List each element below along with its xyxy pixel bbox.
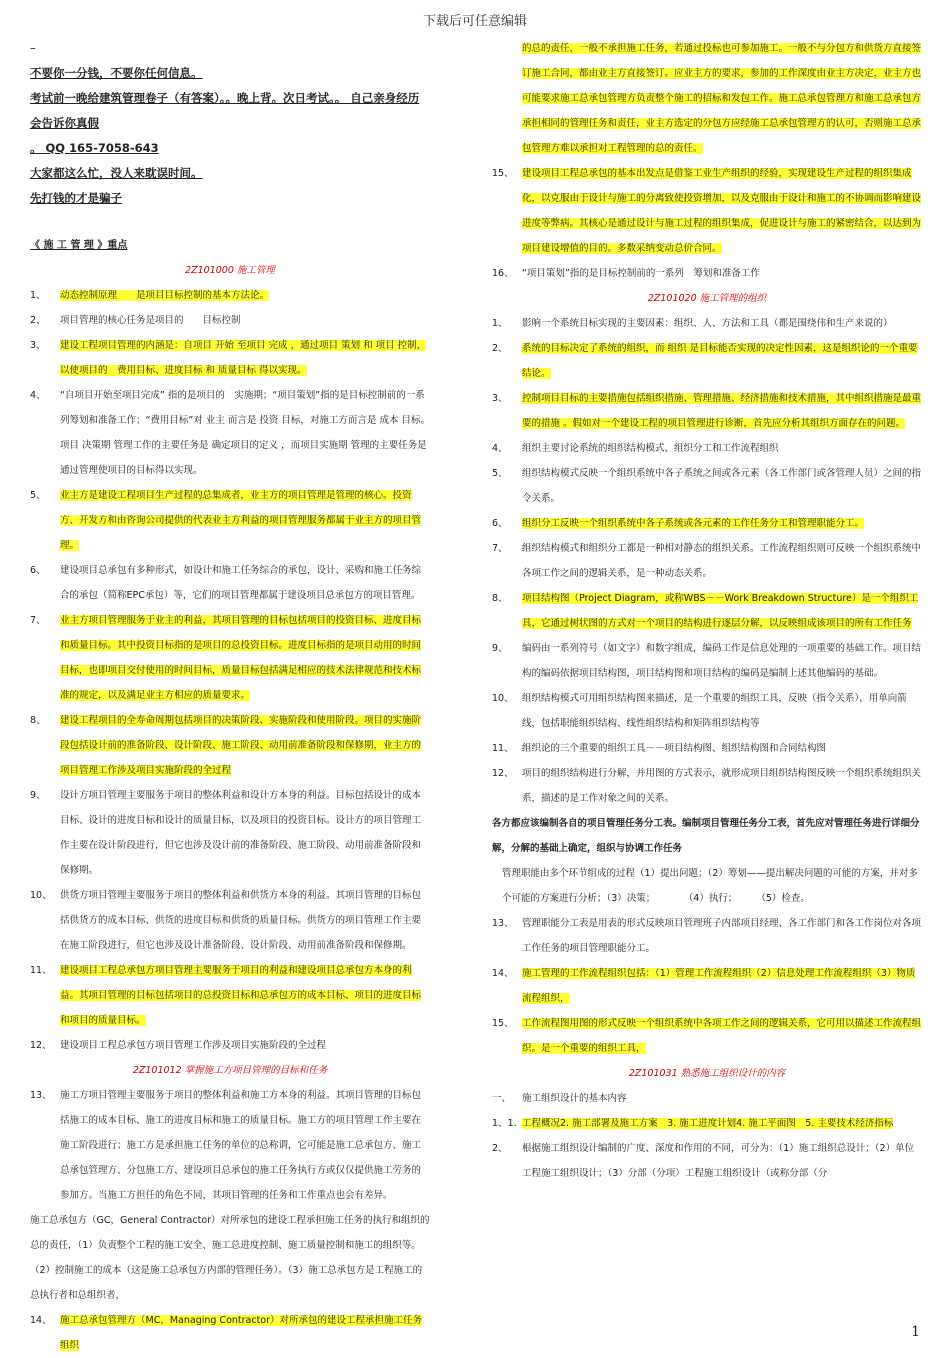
- item-text: 建设项目工程总承包方项目管理主要服务于项目的利益和建设项目总承包方本身的利益。其项目管理的目标包括项目的总投资目标和总承包方的成本目标、项目的进度目标和项目的质量目标。: [60, 965, 422, 1026]
- list-item: [492, 1086, 922, 1111]
- list-item: [30, 283, 430, 308]
- item-text: 建设工程项目管理的内涵是：自项目 开始 至项目 完成 ，通过项目 策划 和 项目 控制，以使项目的 费用目标、进度目标 和 质量目标 得以实现。: [60, 340, 427, 376]
- list-item: [30, 783, 430, 883]
- list-item: [30, 883, 430, 958]
- item-number: 14、: [492, 968, 514, 979]
- item-number: 1、1.: [492, 1118, 517, 1129]
- item-text: 组织结构模式和组织分工都是一种相对静态的组织关系。工作流程组织则可反映一个组织系统中各项工作之间的逻辑关系，是一种动态关系。: [522, 543, 922, 579]
- list-item: [30, 958, 430, 1033]
- item-number: 10、: [30, 890, 52, 901]
- item-text: 动态控制原理 是项目目标控制的基本方法论。: [60, 290, 270, 301]
- list-item: [492, 761, 922, 811]
- item-number: 4、: [492, 443, 508, 454]
- promo-line-4: 。 QQ 165-7058-643: [30, 141, 159, 155]
- section-heading: 2Z101000 施工管理: [185, 265, 275, 276]
- item-text: 影响一个系统目标实现的主要因素：组织、人、方法和工具（都是围绕伟和生产来说的）: [522, 318, 893, 329]
- list-item: [492, 386, 922, 436]
- item-number: 15、: [492, 1018, 514, 1029]
- list-item: [492, 586, 922, 636]
- item-text: 建设项目工程总承包的基本出发点是借鉴工业生产组织的经验，实现建设生产过程的组织集成化，以克服由于设计与施工的分离致使投资增加，以及克服由于设计和施工的不协调而影响建设进度等弊病。其核心是通过设计与施工过程的组织集成，促进设计与施工的紧密结合，以达到为项目建设增值的目的。多数采纳变动总价合同。: [522, 168, 922, 254]
- left-item-list: [30, 283, 430, 1058]
- item-text: 项目管理的核心任务是项目的 目标控制: [60, 315, 241, 326]
- item-number: 8、: [30, 715, 46, 726]
- item-number: 9、: [492, 643, 508, 654]
- paragraph: 各方都应该编制各自的项目管理任务分工表。编制项目管理任务分工表，首先应对管理任务进行详细分解，分解的基础上确定，组织与协调工作任务: [492, 818, 920, 854]
- section-heading: 2Z101020 施工管理的组织: [647, 293, 767, 304]
- item-text: 业主方项目管理服务于业主的利益，其项目管理的目标包括项目的投资目标、进度目标和质量目标。其中投资目标指的是项目的总投资目标。进度目标指的是项目动用的时间目标，也即项目交付使用的时间目标，质量目标包括满足相应的技术法律规范和技术标准的规定，以及满足业主方相应的质量要求。: [60, 615, 422, 701]
- item-text: 控制项目目标的主要措施包括组织措施、管理措施、经济措施和技术措施，其中组织措施是最重要的措施 。假如对一个建设工程的项目管理进行诊断，首先应分析其组织方面存在的问题。: [522, 393, 922, 429]
- item-text: 管理职能分工表是用表的形式反映项目管理班子内部项目经理、各工作部门和各工作岗位对各项工作任务的项目管理职能分工。: [522, 918, 922, 954]
- promo-line-5: 大家都这么忙，没人来耽误时间。: [30, 166, 203, 180]
- item-number: 15、: [492, 168, 514, 179]
- right-item-list: [492, 161, 922, 286]
- item-number: 11、: [30, 965, 52, 976]
- item-number: 7、: [30, 615, 46, 626]
- list-item: [30, 308, 430, 333]
- item-number: 12、: [492, 768, 514, 779]
- item-text: 施工管理的工作流程组织包括：（1）管理工作流程组织（2）信息处理工作流程组织（3）物质流程组织，: [522, 968, 916, 1004]
- item-number: 4、: [30, 390, 46, 401]
- item-number: 10、: [492, 693, 514, 704]
- list-item: [30, 608, 430, 708]
- list-item: [492, 261, 922, 286]
- list-item: [492, 536, 922, 586]
- item-text: 施工总承包管理方（MC，Managing Contractor）对所承包的建设工程承担施工任务组织: [60, 1315, 423, 1351]
- list-item: [492, 1111, 922, 1136]
- promo-line-3: 会告诉你真假: [30, 116, 99, 130]
- section-heading: 2Z101031 熟悉施工组织设计的内容: [628, 1068, 786, 1079]
- list-item: [492, 511, 922, 536]
- paragraph: 施工总承包方（GC，General Contractor）对所承包的建设工程承担施工任务的执行和组织的总的责任，（1）负责整个工程的施工安全、施工总进度控制、施工质量控制和施工的组织等。（2）控制施工的成本（这是施工总承包方内部的管理任务）。（3）施工总承包方是工程施工的总执行者和总组织者，: [30, 1215, 430, 1301]
- list-item: [492, 1136, 922, 1186]
- list-item: [492, 161, 922, 261]
- item-number: 3、: [492, 393, 508, 404]
- right-item-list-c: [492, 911, 922, 1061]
- list-item: [492, 436, 922, 461]
- list-item: [492, 36, 922, 161]
- item-number: 2、: [492, 1143, 508, 1154]
- item-text: 项目结构图（Project Diagram，或称WBS－－Work Breakdown Structure）是一个组织工具，它通过树状图的方式对一个项目的结构进行逐层分解，以反映组成该项目的所有工作任务: [522, 593, 919, 629]
- list-item: [30, 1083, 430, 1208]
- item-number: 1、: [30, 290, 46, 301]
- list-item: [30, 483, 430, 558]
- item-number: 3、: [30, 340, 46, 351]
- item-text: “项目策划”指的是目标控制前的一系列 筹划和准备工作: [522, 268, 760, 279]
- item-text: 施工组织设计的基本内容: [522, 1093, 627, 1104]
- item-text: 建设项目工程总承包方项目管理工作涉及项目实施阶段的全过程: [60, 1040, 327, 1051]
- left-column: [30, 36, 430, 1358]
- promo-line-1: 不要你一分钱，不要你任何信息。: [30, 66, 203, 80]
- item-text: 建设工程项目的全寿命周期包括项目的决策阶段、实施阶段和使用阶段。项目的实施阶段包括设计前的准备阶段、设计阶段、施工阶段、动用前准备阶段和保修期，业主方的项目管理工作涉及项目实施阶段的全过程: [60, 715, 422, 776]
- item-number: 12、: [30, 1040, 52, 1051]
- item-number: 11、: [492, 743, 514, 754]
- list-item: [30, 708, 430, 783]
- item-text: 供货方项目管理主要服务于项目的整体利益和供货方本身的利益。其项目管理的目标包括供货方的成本目标、供货的进度目标和供货的质量目标。供货方的项目管理工作主要在施工阶段进行，但它也涉及设计准备阶段、设计阶段、动用前准备阶段和保修期。: [60, 890, 422, 951]
- item-number: 2、: [30, 315, 46, 326]
- list-item: [30, 1308, 430, 1358]
- item-number: 5、: [30, 490, 46, 501]
- item-text: 设计方项目管理主要服务于项目的整体利益和设计方本身的利益。目标包括设计的成本目标、设计的进度目标和设计的质量目标，以及项目的投资目标。设计方的项目管理工作主要在设计阶段进行，但它也涉及设计前的准备阶段、施工阶段、动用前准备阶段和保修期。: [60, 790, 422, 876]
- item-text: 组织论的三个重要的组织工具－－项目结构图、组织结构图和合同结构图: [522, 743, 827, 754]
- item-number: 6、: [30, 565, 46, 576]
- list-item: [30, 383, 430, 483]
- section-heading: 2Z101012 掌握施工方项目管理的目标和任务: [132, 1065, 328, 1076]
- promo-line-2: 考试前一晚给建筑管理卷子（有答案）。。晚上背。次日考试。。 自己亲身经历: [30, 91, 420, 105]
- item-number: 6、: [492, 518, 508, 529]
- list-item: [492, 961, 922, 1011]
- page-number: 1: [911, 1324, 920, 1340]
- list-item: [492, 686, 922, 736]
- page-header: 下载后可任意编辑: [422, 14, 527, 29]
- item-text: 组织主要讨论系统的组织结构模式、组织分工和工作流程组织: [522, 443, 779, 454]
- list-item: [30, 1033, 430, 1058]
- list-item: [492, 911, 922, 961]
- item-number: 5、: [492, 468, 508, 479]
- item-number: 7、: [492, 543, 508, 554]
- list-item: [30, 333, 430, 383]
- list-item: [492, 736, 922, 761]
- item-text: 组织结构模式可用组织结构图来描述，是一个重要的组织工具，反映（指令关系），用单向箭线，包括职能组织结构、线性组织结构和矩阵组织结构等: [522, 693, 907, 729]
- item-text: 组织结构模式反映一个组织系统中各子系统之间或各元素（各工作部门或各管理人员）之间的指令关系。: [522, 468, 922, 504]
- left-item-list-b: [30, 1083, 430, 1208]
- item-number: 一、: [492, 1093, 512, 1104]
- item-text: 工程概况2. 施工部署及施工方案 3. 施工进度计划4. 施工平面图 5. 主要技术经济指标: [522, 1118, 894, 1129]
- item-number: 14、: [30, 1315, 52, 1326]
- item-text: 工作流程图用图的形式反映一个组织系统中各项工作之间的逻辑关系，它可用以描述工作流程组织。是一个重要的组织工具，: [522, 1018, 922, 1054]
- right-item-list-b: [492, 311, 922, 811]
- list-item: [492, 1011, 922, 1061]
- list-item: [492, 311, 922, 336]
- right-column: [492, 36, 922, 1186]
- item-number: 9、: [30, 790, 46, 801]
- promo-line-6: 先打钱的才是骗子: [30, 191, 122, 205]
- right-item-list-d: [492, 1086, 922, 1186]
- item-text: 系统的目标决定了系统的组织，而 组织 是目标能否实现的决定性因素，这是组织论的一个重要结论。: [522, 343, 918, 379]
- item-text: 施工方项目管理主要服务于项目的整体利益和施工方本身的利益。其项目管理的目标包括施工的成本目标、施工的进度目标和施工的质量目标。施工方的项目管理工作主要在施工阶段进行；施工方是承担施工任务的单位的总称谓，它可能是施工总承包方、施工总承包管理方、分包施工方、建设项目总承包的施工任务执行方或仅仅提供施工劳务的参加方。当施工方担任的角色不同，其项目管理的任务和工作重点也会有差异。: [60, 1090, 422, 1201]
- item-number: 13、: [492, 918, 514, 929]
- item-number: 13、: [30, 1090, 52, 1101]
- document-title: 《 施 工 管 理 》重点: [30, 240, 128, 251]
- item-text: 根据施工组织设计编制的广度、深度和作用的不同，可分为：（1）施工组织总设计；（2）单位工程施工组织设计；（3）分部（分项）工程施工组织设计（或称分部（分: [522, 1143, 915, 1179]
- item-number: 1、: [492, 318, 508, 329]
- list-item: [492, 636, 922, 686]
- item-text: 的总的责任，一般不承担施工任务，若通过投标也可参加施工。一般不与分包方和供货方直接签订施工合同，都由业主方直接签订。应业主方的要求，参加的工作深度由业主方决定，业主方也可能要求施工总承包管理方负责整个施工的招标和发包工作。施工总承包管理方和施工总承包方承担相同的管理任务和责任，业主方选定的分包方应经施工总承包管理方的认可，否则施工总承包管理方难以承担对工程管理的总的责任。: [522, 43, 922, 154]
- promo-dash: –: [30, 41, 36, 55]
- item-text: 编码由一系列符号（如文字）和数字组成，编码工作是信息处理的一项重要的基础工作。项目结构的编码依据项目结构图，项目结构图和项目结构的编码是编制上述其他编码的基础。: [522, 643, 922, 679]
- list-item: [30, 558, 430, 608]
- list-item: [492, 461, 922, 511]
- item-text: 业主方是建设工程项目生产过程的总集成者，业主方的项目管理是管理的核心。投资方、开发方和由咨询公司提供的代表业主方利益的项目管理服务都属于业主方的项目管理。: [60, 490, 422, 551]
- item-number: 8、: [492, 593, 508, 604]
- item-text: 项目的组织结构进行分解，并用图的方式表示，就形成项目组织结构图反映一个组织系统组织关系，描述的是工作对象之间的关系。: [522, 768, 922, 804]
- paragraph: 管理职能由多个环节组成的过程（1）提出问题；（2）筹划——提出解决问题的可能的方案，并对多个可能的方案进行分析；（3）决策； （4）执行； （5）检查。: [502, 868, 918, 904]
- list-item: [492, 336, 922, 386]
- item-text: “自项目开始至项目完成” 指的是项目的 实施期；“项目策划”指的是目标控制前的一系列筹划和准备工作；“费用目标”对 业主 而言是 投资 目标，对施工方而言是 成本 目标。项目 决策期 管理工作的主要任务是 确定项目的定义 ，而项目实施期 管理的主要任务是 通过管理使项目的目标得以实现。: [60, 390, 430, 476]
- item-number: 2、: [492, 343, 508, 354]
- item-number: 16、: [492, 268, 514, 279]
- item-text: 建设项目总承包有多种形式，如设计和施工任务综合的承包，设计、采购和施工任务综合的承包（简称EPC承包）等，它们的项目管理都属于建设项目总承包方的项目管理。: [60, 565, 422, 601]
- item-text: 组织分工反映一个组织系统中各子系统或各元素的工作任务分工和管理职能分工。: [522, 518, 865, 529]
